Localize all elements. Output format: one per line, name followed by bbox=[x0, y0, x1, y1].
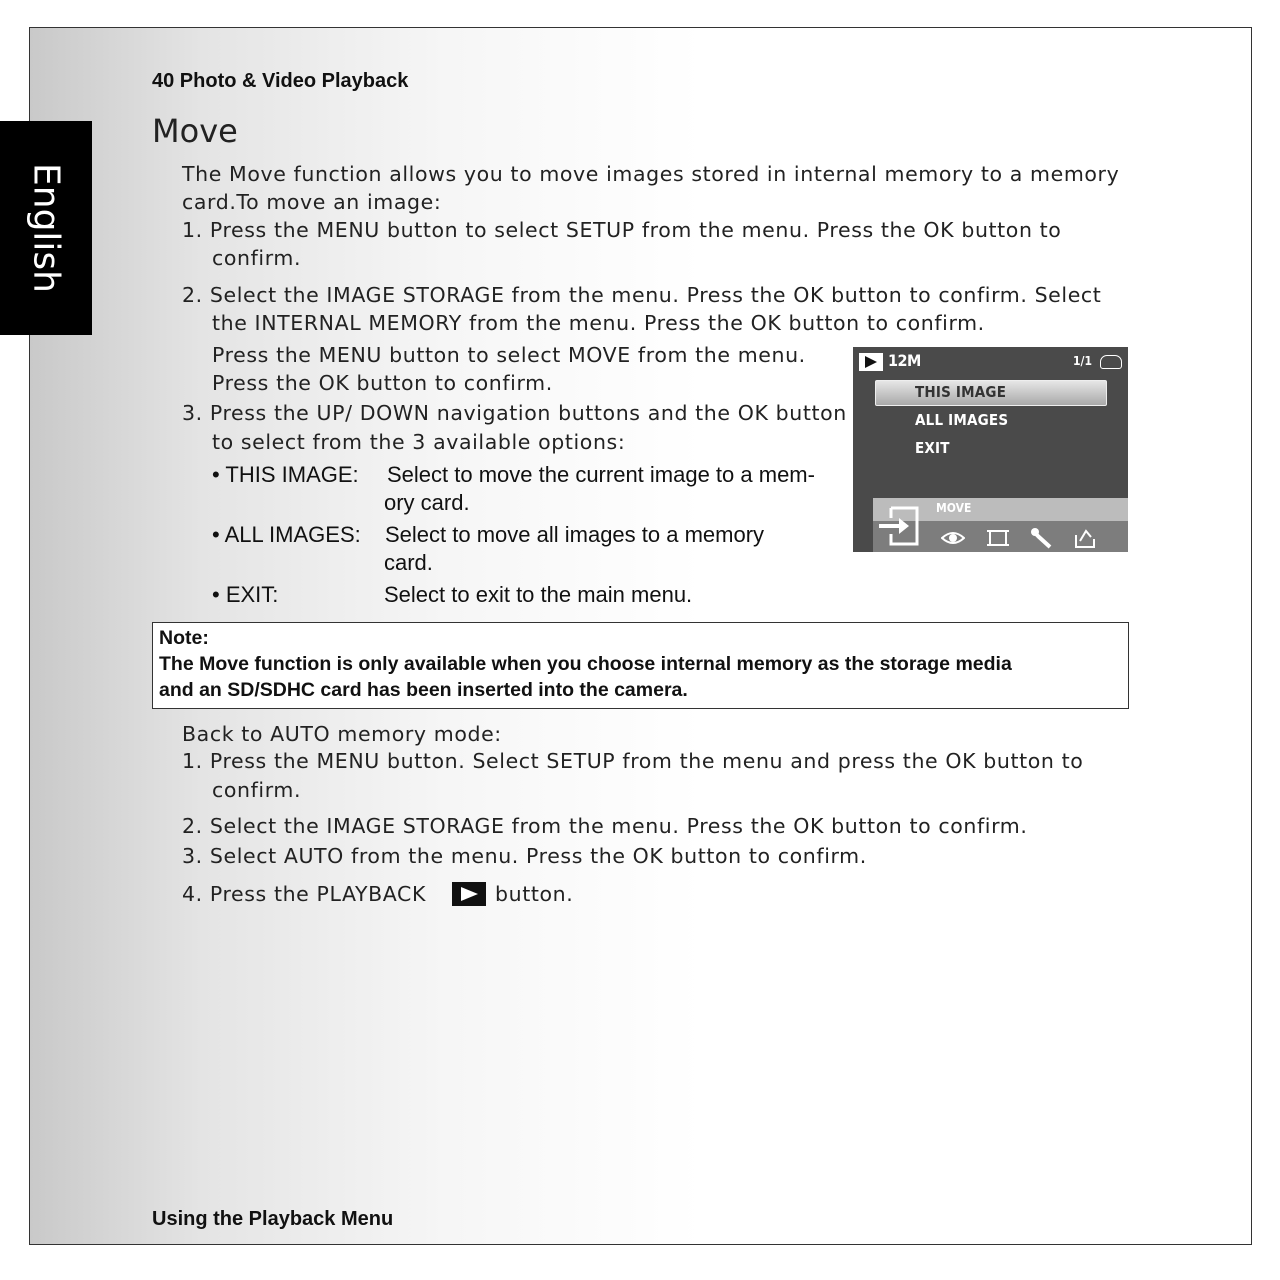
playback-icon bbox=[859, 353, 883, 371]
step-1-line-2: confirm. bbox=[212, 246, 302, 270]
step-2-line-2: the INTERNAL MEMORY from the menu. Press the OK button to confirm. bbox=[212, 311, 985, 335]
option-this-image-desc-cont: ory card. bbox=[384, 490, 470, 515]
note-line-2: and an SD/SDHC card has been inserted into the camera. bbox=[159, 679, 688, 701]
step-3-line-1: 3. Press the UP/ DOWN navigation buttons and the OK button bbox=[182, 401, 847, 425]
page-header: 40 Photo & Video Playback bbox=[152, 70, 409, 92]
step-2b-line-2: Press the OK button to confirm. bbox=[212, 371, 553, 395]
intro-line-1: The Move function allows you to move images stored in internal memory to a memory bbox=[182, 162, 1120, 186]
language-tab bbox=[0, 121, 92, 335]
section-title: Move bbox=[152, 112, 238, 150]
step-2b-line-1: Press the MENU button to select MOVE from the menu. bbox=[212, 343, 806, 367]
option-this-image-desc: Select to move the current image to a mem- bbox=[387, 462, 815, 487]
back-step-2: 2. Select the IMAGE STORAGE from the menu. Press the OK button to confirm. bbox=[182, 814, 1028, 838]
resolution-label: 12M bbox=[888, 351, 921, 370]
frame-icon bbox=[986, 527, 1010, 549]
eye-icon bbox=[941, 527, 965, 549]
page-footer: Using the Playback Menu bbox=[152, 1208, 394, 1230]
step-2-line-1: 2. Select the IMAGE STORAGE from the menu. Press the OK button to confirm. Select bbox=[182, 283, 1102, 307]
option-all-images-desc-cont: card. bbox=[384, 550, 433, 575]
step-1-line-1: 1. Press the MENU button to select SETUP from the menu. Press the OK button to bbox=[182, 218, 1062, 242]
note-heading: Note: bbox=[159, 627, 209, 649]
note-box bbox=[152, 622, 1129, 709]
camera-screen bbox=[853, 347, 1128, 552]
back-step-1-line-2: confirm. bbox=[212, 778, 302, 802]
print-icon bbox=[1073, 527, 1097, 549]
back-step-1-line-1: 1. Press the MENU button. Select SETUP from the menu and press the OK button to bbox=[182, 749, 1084, 773]
option-exit-desc: Select to exit to the main menu. bbox=[384, 582, 693, 607]
intro-line-2: card.To move an image: bbox=[182, 190, 442, 214]
move-icon bbox=[877, 504, 925, 548]
back-step-4-suffix: button. bbox=[495, 882, 574, 906]
back-step-4-text: 4. Press the PLAYBACK bbox=[182, 882, 426, 906]
wrench-icon bbox=[1030, 527, 1054, 549]
option-this-image-label: • THIS IMAGE: bbox=[212, 462, 359, 487]
back-step-3: 3. Select AUTO from the menu. Press the OK button to confirm. bbox=[182, 844, 867, 868]
image-counter: 1/1 bbox=[1073, 354, 1092, 368]
option-exit-label: • EXIT: bbox=[212, 582, 279, 607]
option-all-images-desc: Select to move all images to a memory bbox=[385, 522, 765, 547]
playback-button-icon bbox=[452, 882, 486, 906]
menu-title-label: MOVE bbox=[936, 501, 972, 515]
note-line-1: The Move function is only available when you choose internal memory as the storage media bbox=[159, 653, 1012, 675]
back-intro: Back to AUTO memory mode: bbox=[182, 722, 502, 746]
menu-item-all-images[interactable]: ALL IMAGES bbox=[915, 411, 1009, 429]
menu-item-exit[interactable]: EXIT bbox=[915, 439, 950, 457]
menu-item-this-image[interactable]: THIS IMAGE bbox=[915, 383, 1007, 401]
language-tab-label: English bbox=[25, 163, 67, 293]
memory-card-icon bbox=[1100, 355, 1122, 369]
option-all-images-label: • ALL IMAGES: bbox=[212, 522, 361, 547]
step-3-line-2: to select from the 3 available options: bbox=[212, 430, 626, 454]
